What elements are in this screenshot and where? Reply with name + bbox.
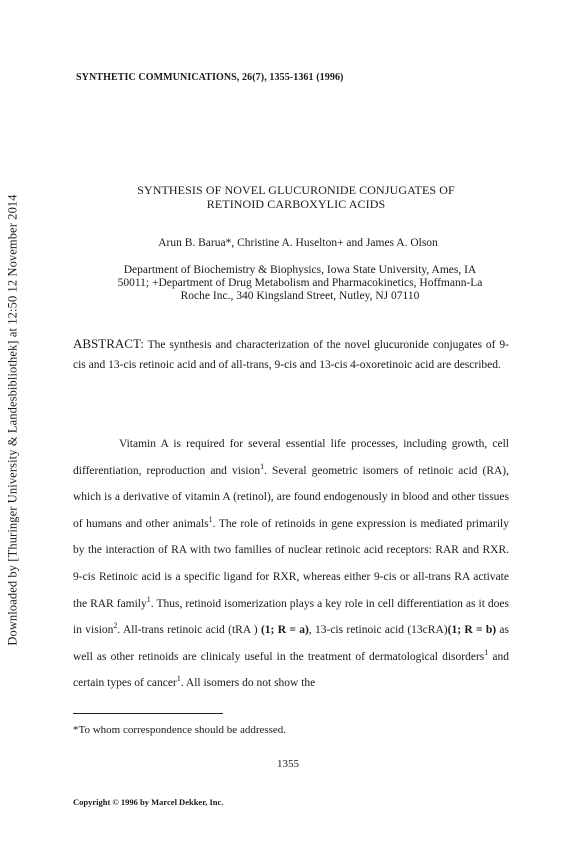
- body-text-segment: . Several geometric isomers of retinoic acid (RA), which is a derivative of vitamin A (retinol), are found endogenously in blood and other tissues of humans and other animals: [73, 464, 509, 530]
- footnote-divider: [73, 713, 223, 714]
- download-watermark-text: Downloaded by [Thuringer University & Landesbibliothek] at 12:50 12 November 2014: [5, 194, 20, 646]
- body-text-segment: Vitamin A is required for several essential life processes, including growth, cell differentiation, reproduction and vision: [73, 438, 509, 477]
- download-watermark: [6, 120, 20, 720]
- body-text-segment: . All-trans retinoic acid (tRA ): [117, 624, 261, 637]
- body-paragraph: [73, 431, 509, 697]
- reference-marker: 1: [484, 647, 489, 657]
- abstract-text: The synthesis and characterization of the novel glucuronide conjugates of 9-cis and 13-cis retinoic acid and of all-trans, 9-cis and 13-cis 4-oxoretinoic acid are described.: [73, 339, 509, 371]
- compound-label: (1; R = a): [260, 624, 309, 637]
- reference-marker: 1: [208, 514, 213, 524]
- page-number: 1355: [277, 758, 299, 770]
- body-text-segment: . All isomers do not show the: [180, 677, 316, 690]
- affiliation-line-2: 50011; +Department of Drug Metabolism and Pharmacokinetics, Hoffmann-La: [117, 277, 483, 289]
- article-title-line-1: SYNTHESIS OF NOVEL GLUCURONIDE CONJUGATES OF: [137, 183, 455, 197]
- author-list: Arun B. Barua*, Christine A. Huselton+ and James A. Olson: [158, 237, 438, 249]
- body-text-segment: as well as other retinoids are clinicaly useful in the treatment of dermatological disorders: [73, 624, 509, 663]
- footnote: *To whom correspondence should be addressed.: [73, 724, 287, 736]
- journal-citation: SYNTHETIC COMMUNICATIONS, 26(7), 1355-1361 (1996): [76, 72, 344, 83]
- reference-marker: 1: [176, 674, 181, 684]
- abstract-label: ABSTRACT:: [73, 336, 144, 351]
- reference-marker: 1: [146, 594, 151, 604]
- body-text-segment: and certain types of cancer: [73, 650, 509, 690]
- copyright-notice: Copyright © 1996 by Marcel Dekker, Inc.: [73, 797, 224, 807]
- reference-marker: 2: [113, 621, 118, 631]
- body-text-segment: , 13-cis retinoic acid (13cRA): [308, 624, 448, 637]
- body-text-segment: . Thus, retinoid isomerization plays a key role in cell differentiation as it does in vision: [73, 597, 509, 637]
- article-title-line-2: RETINOID CARBOXYLIC ACIDS: [206, 197, 386, 211]
- affiliation-line-3: Roche Inc., 340 Kingsland Street, Nutley, NJ 07110: [180, 290, 420, 302]
- body-text-segment: . The role of retinoids in gene expression is mediated primarily by the interaction of RA with two families of nuclear retinoic acid receptors: RAR and RXR. 9-cis Retinoic acid is a specific ligand for RXR, whereas either 9-cis or all-trans RA activate the RAR family: [73, 517, 510, 610]
- affiliation-line-1: Department of Biochemistry & Biophysics, Iowa State University, Ames, IA: [123, 264, 477, 276]
- abstract: [73, 334, 509, 375]
- reference-marker: 1: [260, 461, 265, 471]
- affiliation: [70, 264, 530, 303]
- compound-label: (1; R = b): [447, 624, 497, 637]
